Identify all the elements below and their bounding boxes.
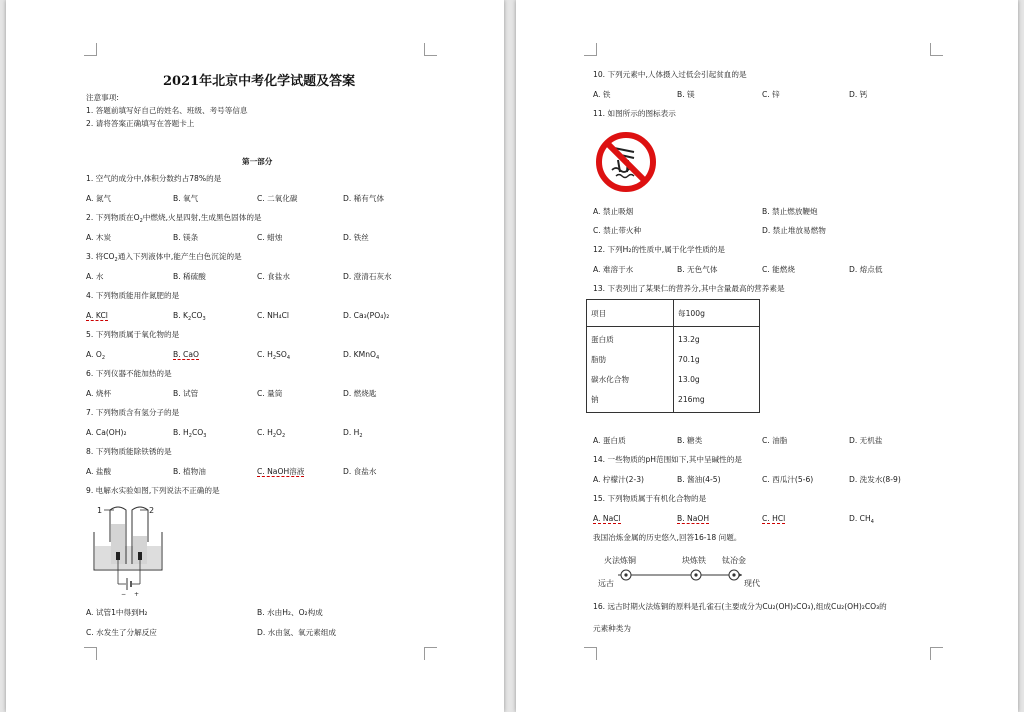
option: A. 盐酸 bbox=[86, 467, 112, 476]
option: A. 氮气 bbox=[86, 194, 112, 203]
option: B. 镁条 bbox=[173, 233, 199, 242]
question-stem: 10. 下列元素中,人体摄入过低会引起贫血的是 bbox=[593, 70, 747, 79]
crop-mark bbox=[584, 647, 597, 660]
option: B. 禁止燃放鞭炮 bbox=[762, 207, 818, 216]
option: C. 油脂 bbox=[762, 436, 788, 445]
timeline-event: 火法炼铜 bbox=[604, 556, 636, 565]
document-page-right bbox=[516, 0, 1018, 712]
crop-mark bbox=[930, 43, 943, 56]
option: B. 糖类 bbox=[677, 436, 703, 445]
table-header-cell: 每100g bbox=[674, 300, 760, 327]
option: A. 禁止吸烟 bbox=[593, 207, 634, 216]
option: D. 水由氢、氧元素组成 bbox=[257, 628, 337, 637]
question-stem: 9. 电解水实验如图,下列说法不正确的是 bbox=[86, 486, 220, 495]
no-fireworks-sign-icon bbox=[594, 130, 658, 194]
option: D. $CH_4$ bbox=[849, 514, 874, 525]
option: C. $H_2O_2$ bbox=[257, 428, 286, 439]
crop-mark bbox=[424, 647, 437, 660]
option: A. 木炭 bbox=[86, 233, 112, 242]
option: C. 蜡烛 bbox=[257, 233, 283, 242]
option: D. 稀有气体 bbox=[343, 194, 385, 203]
option: A. 柠檬汁(2-3) bbox=[593, 475, 644, 484]
option: B. 无色气体 bbox=[677, 265, 718, 274]
crop-mark bbox=[424, 43, 437, 56]
option: A. 水 bbox=[86, 272, 104, 281]
option: D. 洗发水(8-9) bbox=[849, 475, 901, 484]
question-stem: 14. 一些物质的pH范围如下,其中呈碱性的是 bbox=[593, 455, 742, 464]
table-cell: 蛋白质 脂肪 碳水化合物 钠 bbox=[587, 327, 674, 413]
option: A. 蛋白质 bbox=[593, 436, 626, 445]
svg-text:1: 1 bbox=[97, 506, 103, 515]
option: D. Ca₃(PO₄)₂ bbox=[343, 311, 390, 320]
notice-heading: 注意事项: bbox=[86, 93, 119, 102]
option: B. 氧气 bbox=[173, 194, 199, 203]
crop-mark bbox=[584, 43, 597, 56]
crop-mark bbox=[84, 647, 97, 660]
notice-line: 1. 答题前填写好自己的姓名、班级、考号等信息 bbox=[86, 106, 248, 115]
question-stem: 4. 下列物质能用作氮肥的是 bbox=[86, 291, 180, 300]
option: A. KCl bbox=[86, 311, 108, 320]
option: D. 禁止堆放易燃物 bbox=[762, 226, 826, 235]
option: A. 试管1中得到H₂ bbox=[86, 608, 148, 617]
svg-text:2: 2 bbox=[149, 506, 155, 515]
question-stem: 6. 下列仪器不能加热的是 bbox=[86, 369, 172, 378]
timeline-icon bbox=[594, 546, 784, 590]
option: C. 锌 bbox=[762, 90, 780, 99]
option: B. $H_2CO_3$ bbox=[173, 428, 207, 439]
option: C. $H_2SO_4$ bbox=[257, 350, 291, 361]
option: B. $K_2CO_3$ bbox=[173, 311, 206, 322]
option: D. 铁丝 bbox=[343, 233, 369, 242]
table-cell: 13.2g 70.1g 13.0g 216mg bbox=[674, 327, 760, 413]
question-stem: 13. 下表列出了某果仁的营养分,其中含量最高的营养素是 bbox=[593, 284, 785, 293]
option: B. 酱油(4-5) bbox=[677, 475, 721, 484]
option: C. 二氧化碳 bbox=[257, 194, 298, 203]
option: B. 水由H₂、O₂构成 bbox=[257, 608, 323, 617]
question-stem: 3. 将$CO_2$通入下列液体中,能产生白色沉淀的是 bbox=[86, 252, 242, 263]
option: D. 钙 bbox=[849, 90, 868, 99]
option: D. 澄清石灰水 bbox=[343, 272, 392, 281]
option: D. 燃烧匙 bbox=[343, 389, 377, 398]
option: D. 熔点低 bbox=[849, 265, 883, 274]
option: C. 食盐水 bbox=[257, 272, 290, 281]
option: B. NaOH bbox=[677, 514, 710, 523]
option: A. 铁 bbox=[593, 90, 611, 99]
option: B. 试管 bbox=[173, 389, 199, 398]
question-stem: 11. 如图所示的图标表示 bbox=[593, 109, 676, 118]
timeline-end-label: 现代 bbox=[744, 579, 760, 588]
option: D. KMnO$_4$ bbox=[343, 350, 380, 361]
table-header-cell: 项目 bbox=[587, 300, 674, 327]
svg-text:+: + bbox=[134, 591, 140, 598]
option: B. CaO bbox=[173, 350, 199, 359]
option: C. 水发生了分解反应 bbox=[86, 628, 157, 637]
option: C. NH₄Cl bbox=[257, 311, 289, 320]
option: D. 食盐水 bbox=[343, 467, 377, 476]
question-stem: 15. 下列物质属于有机化合物的是 bbox=[593, 494, 707, 503]
nutrition-table bbox=[586, 299, 760, 413]
timeline-event: 钛冶金 bbox=[722, 556, 746, 565]
question-stem: 5. 下列物质属于氧化物的是 bbox=[86, 330, 180, 339]
document-page-left bbox=[6, 0, 504, 712]
option: C. NaOH溶液 bbox=[257, 467, 305, 476]
option: B. 植物油 bbox=[173, 467, 206, 476]
svg-text:−: − bbox=[121, 591, 127, 598]
document-title: 2021年北京中考化学试题及答案 bbox=[163, 74, 356, 89]
option: B. 镁 bbox=[677, 90, 695, 99]
question-stem: 8. 下列物质能除铁锈的是 bbox=[86, 447, 172, 456]
crop-mark bbox=[930, 647, 943, 660]
electrolysis-apparatus-icon bbox=[90, 502, 170, 600]
option: A. 难溶于水 bbox=[593, 265, 634, 274]
question-stem: 12. 下列H₂的性质中,属于化学性质的是 bbox=[593, 245, 725, 254]
timeline-event: 块炼铁 bbox=[682, 556, 706, 565]
section-heading: 第一部分 bbox=[242, 157, 273, 166]
option: A. Ca(OH)₂ bbox=[86, 428, 127, 437]
option: D. 无机盐 bbox=[849, 436, 883, 445]
history-intro: 我国冶炼金属的历史悠久,回答16-18 问题。 bbox=[593, 533, 742, 542]
option: C. HCl bbox=[762, 514, 786, 523]
option: A. 烧杯 bbox=[86, 389, 112, 398]
option: C. 西瓜汁(5-6) bbox=[762, 475, 814, 484]
question-stem: 1. 空气的成分中,体积分数约占78%的是 bbox=[86, 174, 222, 183]
option: C. 禁止带火种 bbox=[593, 226, 642, 235]
option: B. 稀硫酸 bbox=[173, 272, 206, 281]
option: A. NaCl bbox=[593, 514, 621, 523]
option: C. 能燃烧 bbox=[762, 265, 795, 274]
notice-line: 2. 请将答案正确填写在答题卡上 bbox=[86, 119, 195, 128]
question-stem: 元素种类为 bbox=[593, 624, 631, 633]
question-stem: 2. 下列物质在$O_2$中燃烧,火星四射,生成黑色固体的是 bbox=[86, 213, 262, 224]
crop-mark bbox=[84, 43, 97, 56]
question-stem: 16. 远古时期火法炼铜的原料是孔雀石(主要成分为Cu₂(OH)₂CO₃),组成Cu₂(OH)₂CO₃的 bbox=[593, 602, 887, 611]
timeline-start-label: 远古 bbox=[598, 579, 614, 588]
option: C. 量筒 bbox=[257, 389, 283, 398]
option: A. $O_2$ bbox=[86, 350, 106, 361]
option: D. $H_2$ bbox=[343, 428, 363, 439]
question-stem: 7. 下列物质含有氢分子的是 bbox=[86, 408, 180, 417]
